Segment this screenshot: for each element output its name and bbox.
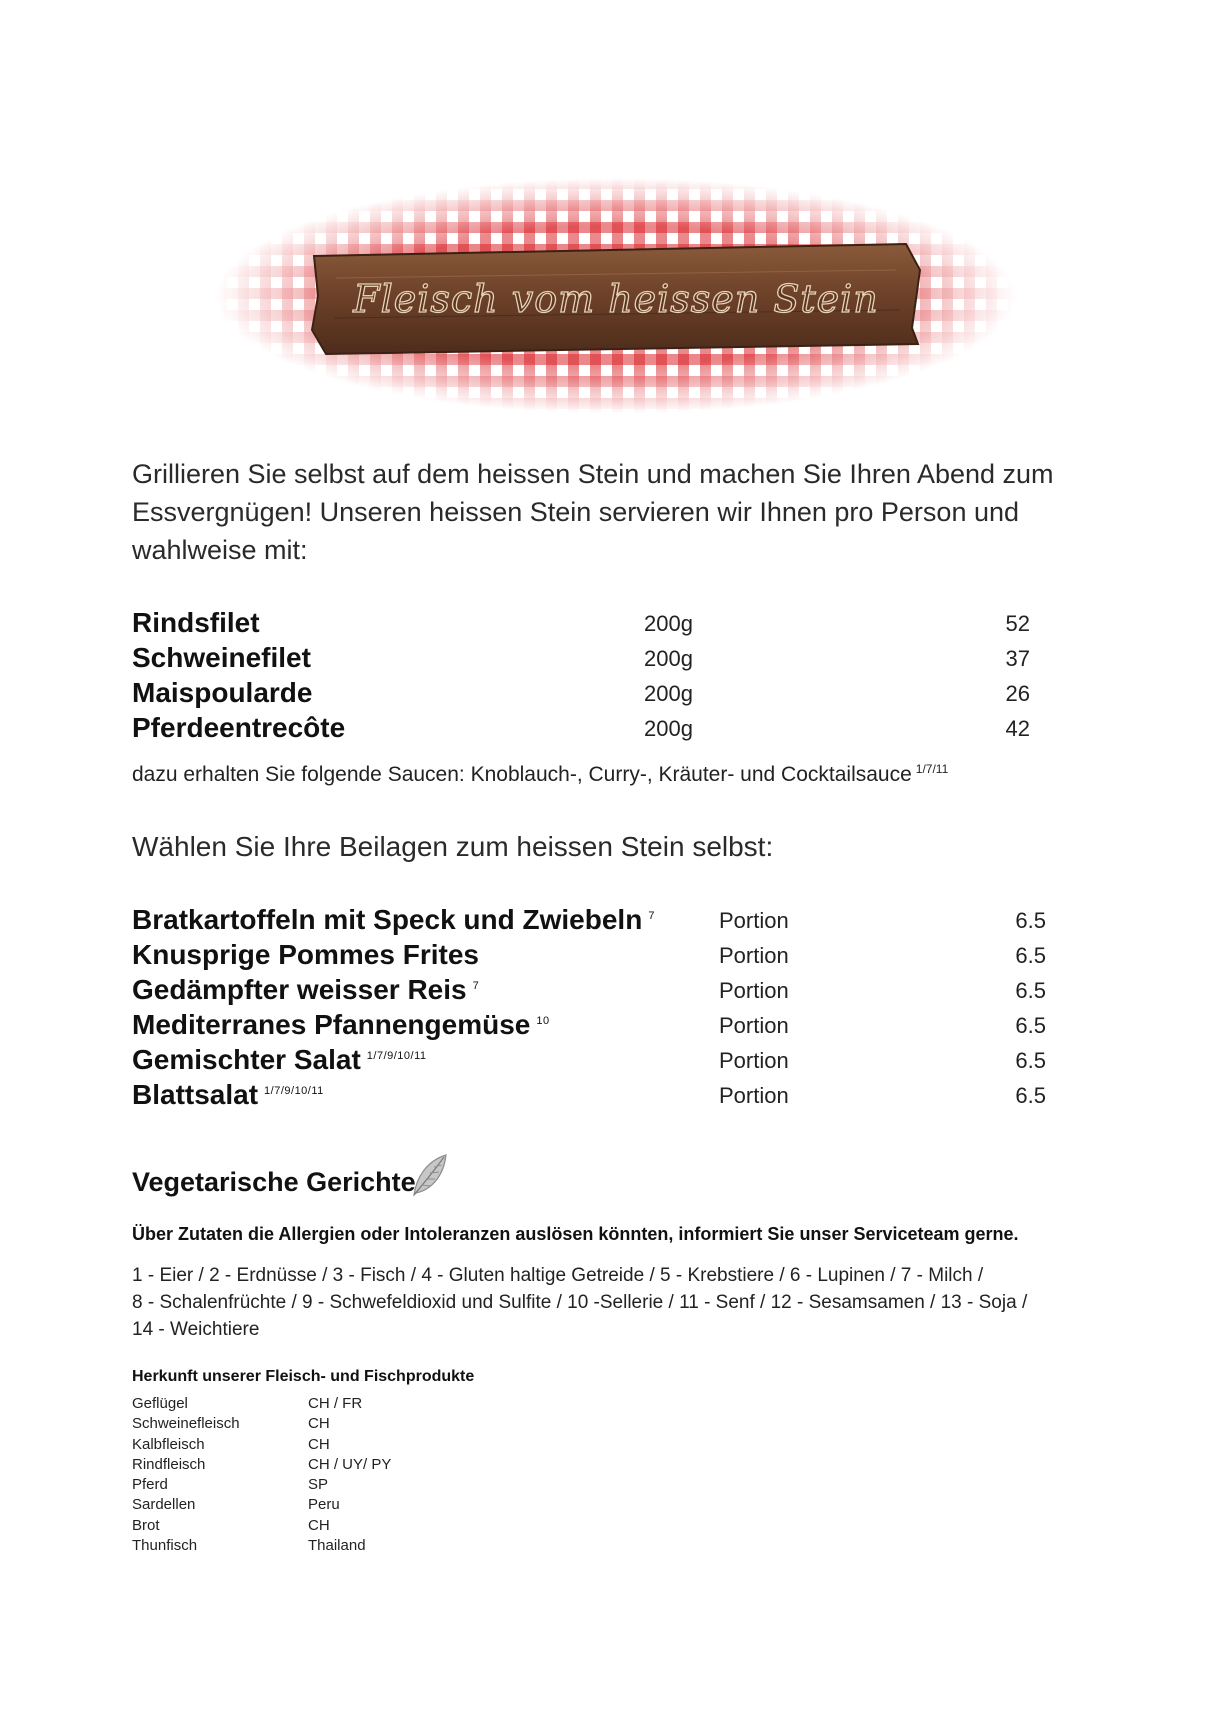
meat-name: Maispoularde [132,677,313,708]
side-unit: Portion [719,1048,789,1073]
origin-country: SP [308,1476,329,1494]
origin-item: Sardellen [132,1496,196,1514]
side-name: Gemischter Salat $^{1/7/9/10/11}$ [132,1044,427,1075]
origin-country: CH [308,1415,330,1433]
origin-row [132,1516,391,1536]
side-unit: Portion [719,1013,789,1038]
meat-row [132,607,1062,643]
side-row [132,1009,1062,1045]
origin-item: Thunfisch [132,1537,198,1555]
side-unit: Portion [719,978,789,1003]
banner-title: Fleisch vom heissen Stein [353,277,879,321]
side-row [132,904,1062,940]
allergen-line: 1 - Eier / 2 - Erdnüsse / 3 - Fisch / 4 - Gluten haltige Getreide / 5 - Krebstiere / 6 - Lupinen / 7 - Milch / [132,1265,984,1286]
side-row [132,974,1062,1010]
side-price: 6.5 [1015,943,1046,968]
origin-item: Kalbfleisch [132,1435,205,1453]
origin-country: CH [308,1516,330,1534]
side-allergens: 1/7/9/10/11 [264,1084,324,1097]
allergen-list [132,1262,1072,1343]
side-row [132,1044,1062,1080]
origin-item: Schweinefleisch [132,1415,240,1433]
side-row [132,939,1062,975]
allergy-note: Über Zutaten die Allergien oder Intoleranzen auslösen könnten, informiert Sie unser Serviceteam gerne. [132,1224,1019,1244]
origin-row [132,1495,391,1515]
side-price: 6.5 [1015,1083,1046,1108]
side-name: Bratkartoffeln mit Speck und Zwiebeln $^7$ [132,904,655,935]
origin-country: CH [308,1435,330,1453]
meat-qty: 200g [644,611,693,636]
origin-item: Pferd [132,1476,168,1494]
origin-country: Peru [308,1496,340,1514]
origin-item: Geflügel [132,1395,188,1412]
side-allergens: 7 [472,979,480,992]
origin-row [132,1394,391,1414]
meat-qty: 200g [644,646,693,671]
origin-heading: Herkunft unserer Fleisch- und Fischprodukte [132,1368,475,1385]
origin-table [132,1394,391,1556]
meat-price: 42 [1005,716,1030,741]
vegetarian-heading: Vegetarische Gerichte [132,1167,416,1197]
allergen-line: 14 - Weichtiere [132,1319,260,1340]
meat-name: Pferdeentrecôte [132,712,346,743]
origin-country: CH / FR [308,1395,363,1412]
sauces-allergens: 1/7/11 [915,762,949,776]
meat-price: 52 [1005,611,1030,636]
side-price: 6.5 [1015,978,1046,1003]
meat-qty: 200g [644,716,693,741]
side-unit: Portion [719,908,789,933]
side-allergens: 10 [536,1014,550,1027]
origin-row [132,1475,391,1495]
side-price: 6.5 [1015,1013,1046,1038]
side-name: Knusprige Pommes Frites [132,939,479,970]
meat-row [132,677,1062,713]
beilagen-heading: Wählen Sie Ihre Beilagen zum heissen Stein selbst: [132,831,774,862]
side-allergens: 1/7/9/10/11 [366,1049,427,1062]
origin-row [132,1414,391,1434]
sauces-text: dazu erhalten Sie folgende Saucen: Knoblauch-, Curry-, Kräuter- und Cocktailsauce [132,763,912,786]
side-allergens: 7 [648,909,655,922]
meat-row [132,712,1062,748]
intro-text: Grillieren Sie selbst auf dem heissen Stein und machen Sie Ihren Abend zum Essvergnügen! Unseren heissen Stein servieren wir Ihnen pro Person und wahlweise mit: [132,459,1054,565]
side-name: Mediterranes Pfannengemüse $^{10}$ [132,1009,550,1040]
allergen-line: 8 - Schalenfrüchte / 9 - Schwefeldioxid und Sulfite / 10 -Sellerie / 11 - Senf / 12 - Sesamsamen / 13 - Soja / [132,1292,1028,1313]
meat-qty: 200g [644,681,693,706]
banner-image [216,178,1016,414]
meat-row [132,642,1062,678]
side-price: 6.5 [1015,908,1046,933]
side-unit: Portion [719,943,789,968]
side-row [132,1079,1062,1115]
meat-name: Schweinefilet [132,642,311,673]
origin-item: Brot [132,1516,160,1534]
origin-country: Thailand [308,1537,366,1555]
origin-row [132,1455,391,1475]
side-unit: Portion [719,1083,789,1108]
side-name: Blattsalat $^{1/7/9/10/11}$ [132,1079,324,1110]
meat-name: Rindsfilet [132,607,260,638]
origin-row [132,1435,391,1455]
origin-row [132,1536,391,1556]
meat-price: 37 [1005,646,1030,671]
leaf-icon [410,1153,448,1197]
sauces-note [132,762,948,787]
origin-item: Rindfleisch [132,1455,206,1473]
meat-price: 26 [1005,681,1030,706]
origin-country: CH / UY/ PY [308,1455,392,1473]
side-name: Gedämpfter weisser Reis $^7$ [132,974,480,1005]
side-price: 6.5 [1015,1048,1046,1073]
